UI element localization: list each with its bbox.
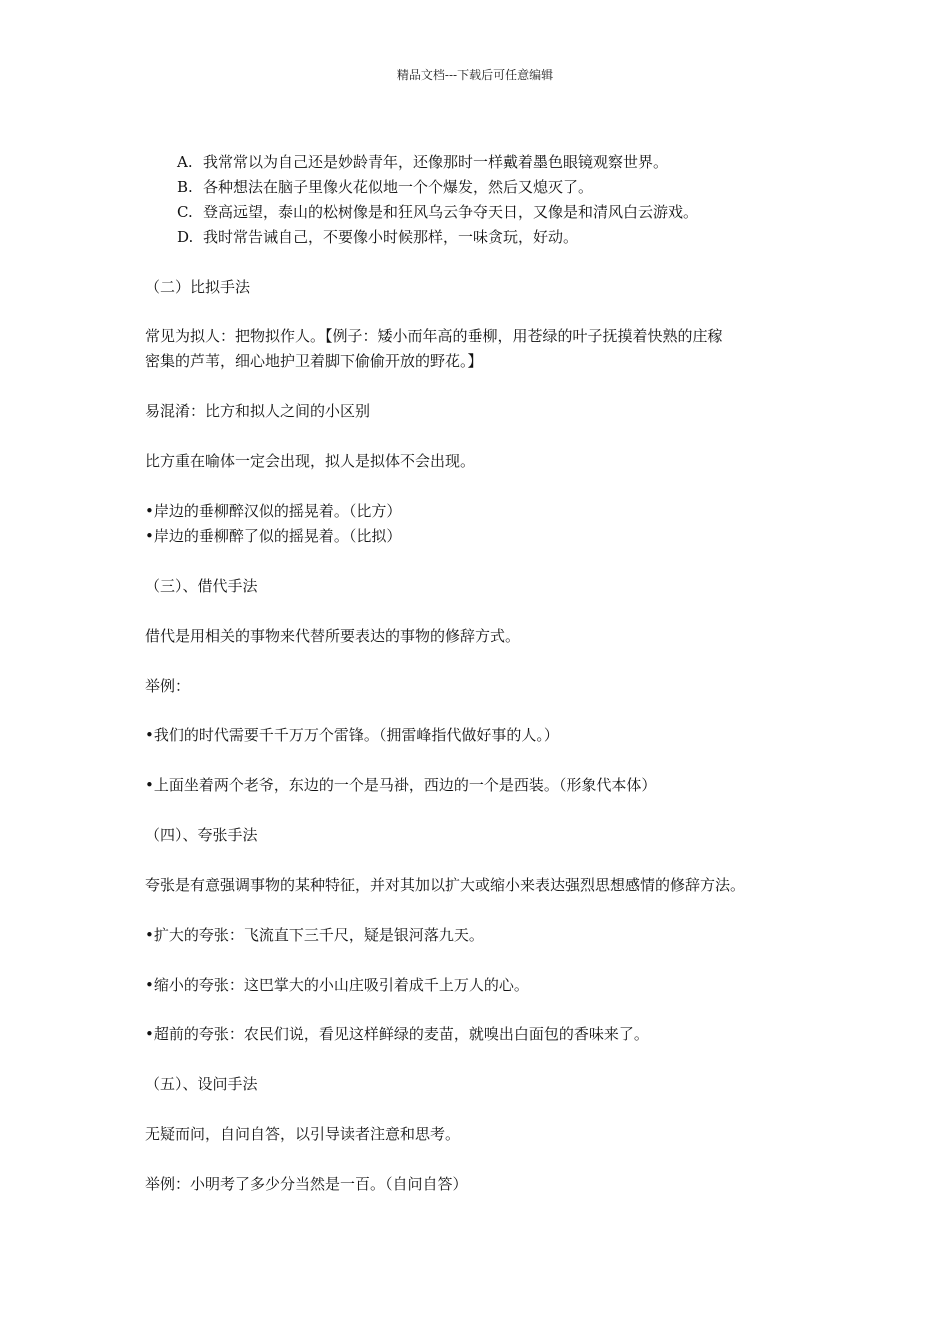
section-title-personification: （二）比拟手法 bbox=[145, 278, 251, 296]
paragraph: 密集的芦苇，细心地护卫着脚下偷偷开放的野花。】 bbox=[145, 352, 483, 370]
paragraph: 夸张是有意强调事物的某种特征，并对其加以扩大或缩小来表达强烈思想感情的修辞方法。 bbox=[145, 876, 746, 894]
option-letter: B. bbox=[177, 178, 193, 196]
paragraph: 举例： bbox=[145, 677, 191, 695]
option-letter: D. bbox=[177, 228, 194, 246]
section-title-metonymy: （三）、借代手法 bbox=[145, 577, 258, 595]
option-text: 登高远望，泰山的松树像是和狂风乌云争夺天日，又像是和清风白云游戏。 bbox=[203, 203, 699, 221]
option-letter: C. bbox=[177, 203, 193, 221]
option-d bbox=[177, 226, 578, 248]
paragraph: 易混淆：比方和拟人之间的小区别 bbox=[145, 402, 371, 420]
section-title-hyperbole: （四）、夸张手法 bbox=[145, 826, 258, 844]
option-a bbox=[177, 151, 668, 173]
option-letter: A. bbox=[177, 153, 193, 171]
option-text: 我时常告诫自己，不要像小时候那样，一味贪玩，好动。 bbox=[203, 228, 579, 246]
option-text: 各种想法在脑子里像火花似地一个个爆发，然后又熄灭了。 bbox=[203, 178, 594, 196]
paragraph: 无疑而问，自问自答，以引导读者注意和思考。 bbox=[145, 1125, 461, 1143]
bullet-item: •超前的夸张：农民们说，看见这样鲜绿的麦苗，就嗅出白面包的香味来了。 bbox=[145, 1025, 649, 1043]
option-text: 我常常以为自己还是妙龄青年，还像那时一样戴着墨色眼镜观察世界。 bbox=[203, 153, 669, 171]
bullet-item: •我们的时代需要千千万万个雷锋。（拥雷峰指代做好事的人。） bbox=[145, 726, 559, 744]
paragraph: 举例：小明考了多少分当然是一百。（自问自答） bbox=[145, 1175, 468, 1193]
bullet-item: •扩大的夸张：飞流直下三千尺，疑是银河落九天。 bbox=[145, 926, 484, 944]
bullet-item: •岸边的垂柳醉汉似的摇晃着。（比方） bbox=[145, 502, 402, 520]
section-title-rhetorical-question: （五）、设问手法 bbox=[145, 1075, 258, 1093]
page-header: 精品文档---下载后可任意编辑 bbox=[396, 68, 554, 82]
bullet-item: •岸边的垂柳醉了似的摇晃着。（比拟） bbox=[145, 527, 402, 545]
bullet-item: •缩小的夸张：这巴掌大的小山庄吸引着成千上万人的心。 bbox=[145, 976, 529, 994]
option-b bbox=[177, 176, 593, 198]
paragraph: 常见为拟人：把物拟作人。【例子：矮小而年高的垂柳，用苍绿的叶子抚摸着快熟的庄稼 bbox=[145, 327, 723, 345]
paragraph: 比方重在喻体一定会出现，拟人是拟体不会出现。 bbox=[145, 452, 476, 470]
option-c bbox=[177, 201, 698, 223]
paragraph: 借代是用相关的事物来代替所要表达的事物的修辞方式。 bbox=[145, 627, 521, 645]
bullet-item: •上面坐着两个老爷，东边的一个是马褂，西边的一个是西装。（形象代本体） bbox=[145, 776, 657, 794]
